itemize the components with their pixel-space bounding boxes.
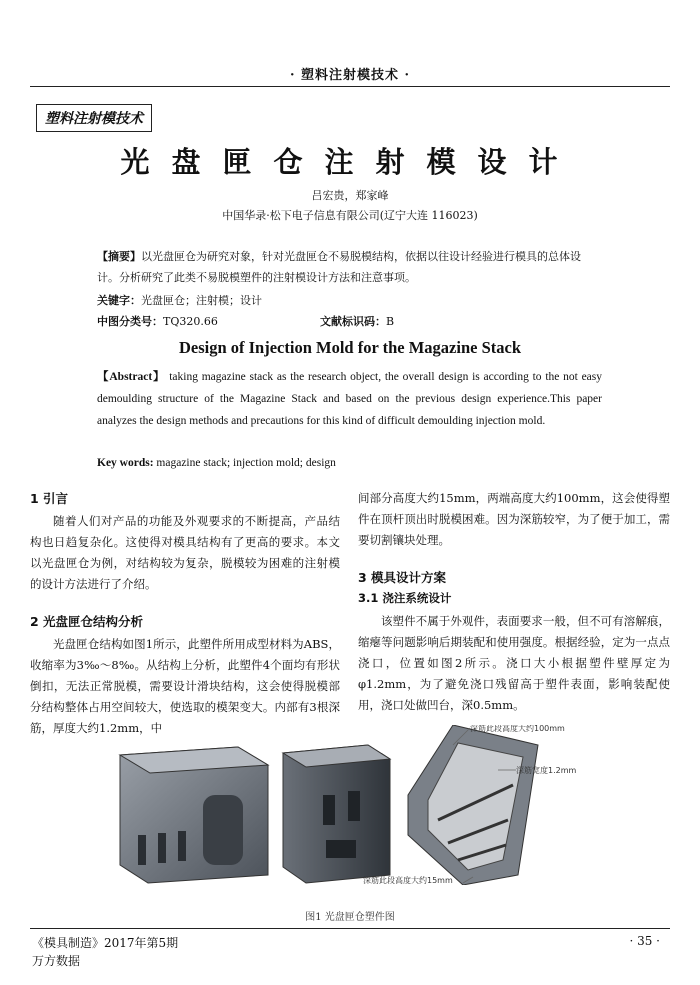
section-1-paragraph: 随着人们对产品的功能及外观要求的不断提高，产品结构也日趋复杂化。这使得对模具结构有了更高的要求。本文以光盘匣仓为例，对结构较为复杂，脱模较为困难的注射模的设计方法进行了介绍。 [30,514,340,591]
keywords-en-label: Key words: [97,457,154,469]
section-2-paragraph-continued: 间部分高度大约15mm，两端高度大约100mm，这会使得塑件在顶杆顶出时脱模困难。因为深筋较窄，为了便于加工，需要切割镶块处理。 [358,491,670,547]
part-view-front [120,747,268,883]
section-3-1-paragraph: 该塑件不属于外观件，表面要求一般，但不可有溶解痕，缩瘪等问题影响后期装配和使用强度。根据经验，定为一点点浇口，位置如图2所示。浇口大小根据塑件壁厚定为φ1.2mm，为了避免浇口残留高于塑件表面，影响装配使用，浇口处做凹台，深0.5mm。 [358,614,670,712]
clc-value: TQ320.66 [163,315,218,328]
footer-rule [30,928,670,929]
column-tag: 塑料注射模技术 [36,104,152,132]
figure-label-bottom: 深筋此段高度大约15mm [363,876,453,885]
document-code [320,313,394,329]
abstract-cn [97,246,602,288]
left-column [30,488,340,739]
section-3-heading: 3 模具设计方案 [358,570,447,585]
doc-code-value: B [386,315,395,328]
abstract-en [97,366,602,432]
keywords-en [97,457,336,469]
article-title-en: Design of Injection Mold for the Magazine Stack [178,338,522,357]
section-3-1-heading: 3.1 浇注系统设计 [358,591,452,605]
section-2-paragraph: 光盘匣仓结构如图1所示，此塑件所用成型材料为ABS，收缩率为3‰～8‰。从结构上分析，此塑件4个面均有形状倒扣，无法正常脱模，需要设计滑块结构，这会使得脱模部分结构整体占用空间较大，使选取的模架变大。内部有3根深筋，厚度大约1.2mm，中 [30,637,340,735]
abstract-cn-label: 【摘要】 [97,250,141,263]
keywords-en-text: magazine stack; injection mold; design [156,457,336,469]
affiliation: 中国华录·松下电子信息有限公司(辽宁大连 116023) [222,209,478,222]
header-rule [30,86,670,87]
keywords-cn-label: 关键字： [97,294,141,307]
keywords-cn-text: 光盘匣仓；注射模；设计 [141,294,262,307]
part-view-back [283,745,390,883]
page-number: · 35 · [629,934,660,948]
keywords-cn [97,292,262,308]
running-head: · 塑料注射模技术 · [289,68,411,83]
abstract-cn-text: 以光盘匣仓为研究对象，针对光盘匣仓不易脱模结构，依据以往设计经验进行模具的总体设计。分析研究了此类不易脱模塑件的注射模设计方法和注意事项。 [97,250,581,284]
source-watermark: 万方数据 [32,954,81,968]
authors: 吕宏贵，郑家峰 [311,189,389,202]
journal-citation: 《模具制造》2017年第5期 [32,936,179,950]
figure-1-caption: 图1 光盘匣仓塑件图 [305,912,395,923]
part-view-section [408,725,538,885]
figure-1-drawing [118,725,608,885]
abstract-en-label: 【Abstract】 [97,371,166,383]
figure-label-mid: 深筋宽度1.2mm [516,766,577,775]
section-2-heading: 2 光盘匣仓结构分析 [30,614,144,629]
clc-label: 中图分类号： [97,315,163,328]
section-1-heading: 1 引言 [30,491,69,506]
article-title-cn: 光盘匣仓注射模设计 [120,145,580,179]
right-column [358,488,670,716]
abstract-en-text: taking magazine stack as the research object, the overall design is according to the not easy demoulding structure of the Magazine Stack and based on the previous design experience.This paper analyzes the design methods and precautions for this kind of difficult demoulding injection mold. [97,371,603,427]
clc-number [97,313,218,329]
doc-code-label: 文献标识码： [320,315,386,328]
figure-label-top: 深筋此段高度大约100mm [470,725,565,733]
